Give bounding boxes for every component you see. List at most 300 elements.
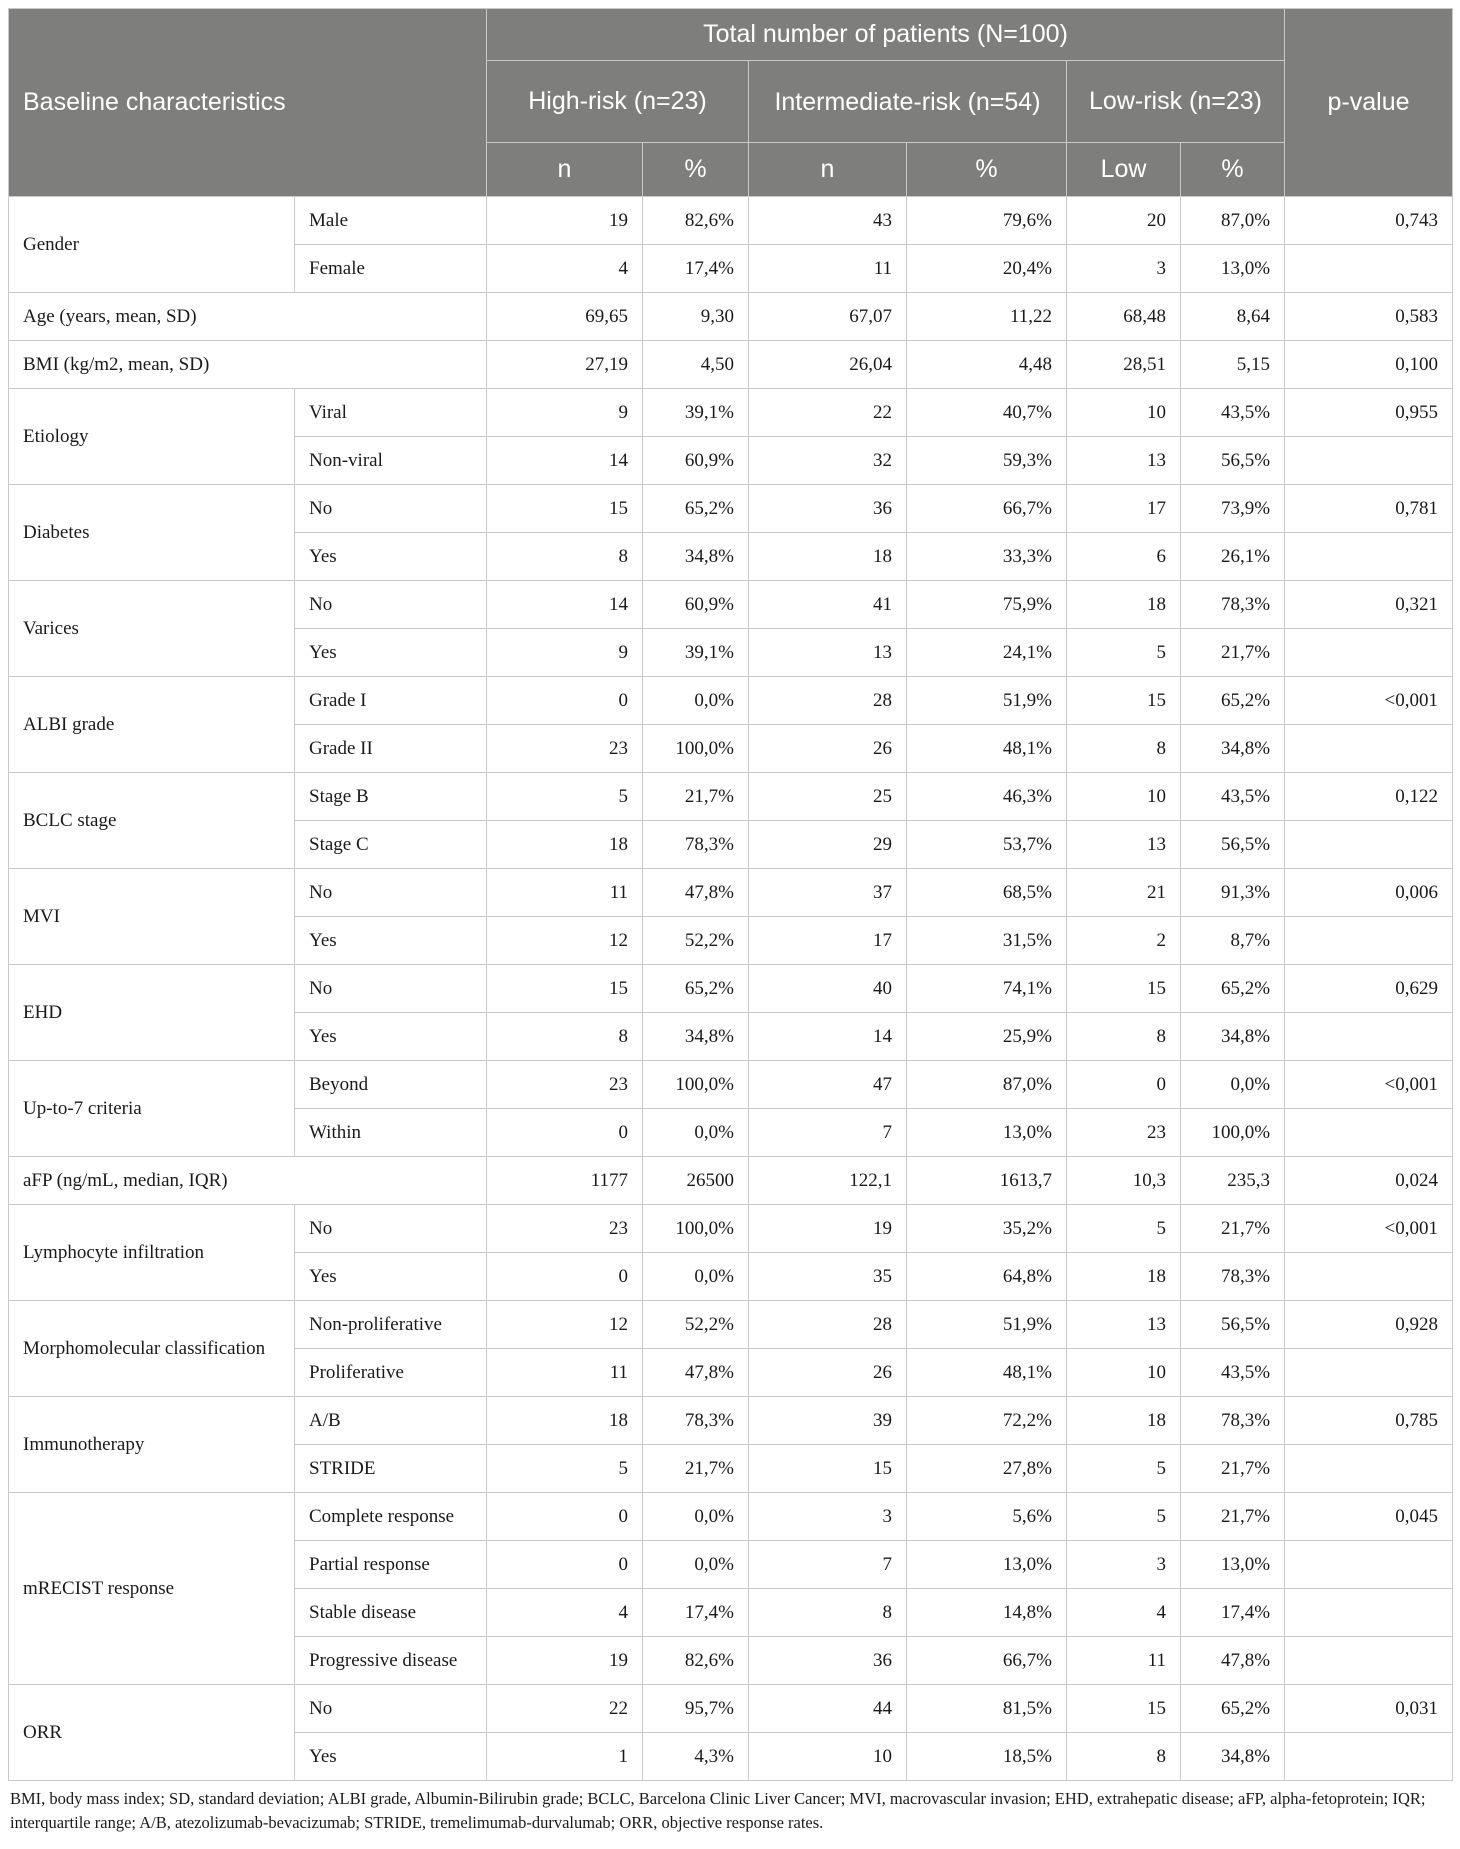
- subcategory-label: No: [295, 581, 487, 629]
- category-label: Up-to-7 criteria: [9, 1061, 295, 1157]
- cell-high-pct: 52,2%: [643, 1301, 749, 1349]
- subcategory-label: No: [295, 965, 487, 1013]
- table-row: [9, 965, 1453, 1013]
- cell-intermediate-pct: 20,4%: [907, 245, 1067, 293]
- table-row: [9, 293, 1453, 341]
- cell-high-n: 9: [487, 389, 643, 437]
- table-row: [9, 1301, 1453, 1349]
- cell-intermediate-pct: 66,7%: [907, 1637, 1067, 1685]
- cell-low-pct: 21,7%: [1181, 1205, 1285, 1253]
- category-label: Lymphocyte infiltration: [9, 1205, 295, 1301]
- cell-low-n: 10: [1067, 1349, 1181, 1397]
- cell-low-pct: 56,5%: [1181, 437, 1285, 485]
- cell-high-pct: 100,0%: [643, 1061, 749, 1109]
- cell-low-pct: 21,7%: [1181, 1445, 1285, 1493]
- cell-intermediate-pct: 27,8%: [907, 1445, 1067, 1493]
- cell-pvalue: [1285, 1109, 1453, 1157]
- cell-intermediate-n: 122,1: [749, 1157, 907, 1205]
- table-footnote: BMI, body mass index; SD, standard deviation; ALBI grade, Albumin-Bilirubin grade; BCLC, Barcelona Clinic Liver Cancer; MVI, macrovascular invasion; EHD, extrahepatic disease; aFP, alpha-fetoprotein; IQR; interquartile range; A/B, atezolizumab-bevacizumab; STRIDE, tremelimumab-durvalumab; ORR, objective response rates.: [10, 1789, 1426, 1832]
- cell-intermediate-n: 26,04: [749, 341, 907, 389]
- cell-pvalue: [1285, 1589, 1453, 1637]
- cell-intermediate-pct: 31,5%: [907, 917, 1067, 965]
- subcategory-label: Beyond: [295, 1061, 487, 1109]
- cell-low-pct: 43,5%: [1181, 389, 1285, 437]
- cell-high-n: 23: [487, 1061, 643, 1109]
- cell-intermediate-n: 26: [749, 725, 907, 773]
- subcategory-label: No: [295, 485, 487, 533]
- header-total: Total number of patients (N=100): [487, 9, 1285, 61]
- cell-pvalue: [1285, 1349, 1453, 1397]
- category-label: Morphomolecular classification: [9, 1301, 295, 1397]
- cell-high-n: 22: [487, 1685, 643, 1733]
- cell-intermediate-n: 13: [749, 629, 907, 677]
- cell-high-n: 5: [487, 773, 643, 821]
- cell-pvalue: [1285, 1541, 1453, 1589]
- cell-high-n: 14: [487, 581, 643, 629]
- cell-low-n: 8: [1067, 1013, 1181, 1061]
- cell-pvalue: 0,629: [1285, 965, 1453, 1013]
- cell-pvalue: [1285, 725, 1453, 773]
- cell-high-pct: 0,0%: [643, 1541, 749, 1589]
- cell-low-n: 18: [1067, 1397, 1181, 1445]
- cell-intermediate-pct: 79,6%: [907, 197, 1067, 245]
- cell-pvalue: [1285, 917, 1453, 965]
- cell-intermediate-pct: 87,0%: [907, 1061, 1067, 1109]
- cell-high-pct: 17,4%: [643, 1589, 749, 1637]
- cell-high-pct: 21,7%: [643, 773, 749, 821]
- cell-high-n: 18: [487, 1397, 643, 1445]
- cell-high-n: 15: [487, 965, 643, 1013]
- row-label: BMI (kg/m2, mean, SD): [9, 341, 487, 389]
- cell-low-n: 5: [1067, 1445, 1181, 1493]
- header-low-risk: Low-risk (n=23): [1067, 61, 1285, 143]
- table-row: [9, 341, 1453, 389]
- cell-high-n: 23: [487, 725, 643, 773]
- cell-intermediate-n: 19: [749, 1205, 907, 1253]
- cell-low-n: 10: [1067, 773, 1181, 821]
- cell-low-n: 8: [1067, 1733, 1181, 1781]
- header-pvalue: p-value: [1285, 9, 1453, 197]
- subcategory-label: STRIDE: [295, 1445, 487, 1493]
- cell-intermediate-n: 67,07: [749, 293, 907, 341]
- subcategory-label: Grade II: [295, 725, 487, 773]
- cell-high-n: 8: [487, 1013, 643, 1061]
- cell-low-n: 13: [1067, 821, 1181, 869]
- table-row: [9, 1397, 1453, 1445]
- subcategory-label: Yes: [295, 1253, 487, 1301]
- cell-low-n: 5: [1067, 629, 1181, 677]
- subcategory-label: Within: [295, 1109, 487, 1157]
- table-body: [9, 197, 1453, 1781]
- cell-intermediate-n: 36: [749, 1637, 907, 1685]
- cell-high-pct: 4,50: [643, 341, 749, 389]
- cell-intermediate-n: 3: [749, 1493, 907, 1541]
- cell-intermediate-pct: 48,1%: [907, 1349, 1067, 1397]
- cell-high-pct: 47,8%: [643, 1349, 749, 1397]
- cell-pvalue: 0,321: [1285, 581, 1453, 629]
- table-row: [9, 1157, 1453, 1205]
- cell-high-n: 19: [487, 1637, 643, 1685]
- cell-intermediate-n: 17: [749, 917, 907, 965]
- cell-low-pct: 65,2%: [1181, 1685, 1285, 1733]
- cell-low-pct: 78,3%: [1181, 581, 1285, 629]
- cell-high-n: 14: [487, 437, 643, 485]
- cell-high-n: 69,65: [487, 293, 643, 341]
- cell-low-pct: 78,3%: [1181, 1253, 1285, 1301]
- table-row: [9, 485, 1453, 533]
- category-label: mRECIST response: [9, 1493, 295, 1685]
- cell-intermediate-n: 36: [749, 485, 907, 533]
- cell-intermediate-n: 10: [749, 1733, 907, 1781]
- subcategory-label: Yes: [295, 1013, 487, 1061]
- cell-low-n: 23: [1067, 1109, 1181, 1157]
- cell-low-pct: 56,5%: [1181, 821, 1285, 869]
- cell-pvalue: 0,100: [1285, 341, 1453, 389]
- cell-high-pct: 60,9%: [643, 437, 749, 485]
- subcategory-label: A/B: [295, 1397, 487, 1445]
- cell-high-n: 8: [487, 533, 643, 581]
- cell-pvalue: 0,006: [1285, 869, 1453, 917]
- cell-high-n: 0: [487, 1493, 643, 1541]
- subcategory-label: Complete response: [295, 1493, 487, 1541]
- cell-intermediate-pct: 48,1%: [907, 725, 1067, 773]
- subcategory-label: Stable disease: [295, 1589, 487, 1637]
- cell-low-n: 5: [1067, 1493, 1181, 1541]
- cell-pvalue: [1285, 1013, 1453, 1061]
- table-row: [9, 1061, 1453, 1109]
- subheader-low-n: Low: [1067, 143, 1181, 197]
- cell-high-n: 5: [487, 1445, 643, 1493]
- baseline-characteristics-table: [8, 8, 1453, 1781]
- cell-high-pct: 0,0%: [643, 1493, 749, 1541]
- cell-intermediate-n: 25: [749, 773, 907, 821]
- cell-low-n: 11: [1067, 1637, 1181, 1685]
- cell-intermediate-pct: 51,9%: [907, 677, 1067, 725]
- cell-intermediate-n: 28: [749, 1301, 907, 1349]
- cell-intermediate-pct: 18,5%: [907, 1733, 1067, 1781]
- cell-intermediate-pct: 14,8%: [907, 1589, 1067, 1637]
- category-label: Diabetes: [9, 485, 295, 581]
- cell-low-pct: 21,7%: [1181, 629, 1285, 677]
- cell-intermediate-pct: 75,9%: [907, 581, 1067, 629]
- cell-low-pct: 47,8%: [1181, 1637, 1285, 1685]
- cell-intermediate-n: 37: [749, 869, 907, 917]
- cell-high-n: 0: [487, 1109, 643, 1157]
- cell-low-pct: 34,8%: [1181, 1013, 1285, 1061]
- header-intermediate-risk: Intermediate-risk (n=54): [749, 61, 1067, 143]
- cell-high-n: 12: [487, 917, 643, 965]
- cell-intermediate-pct: 46,3%: [907, 773, 1067, 821]
- cell-pvalue: <0,001: [1285, 677, 1453, 725]
- cell-pvalue: 0,955: [1285, 389, 1453, 437]
- subcategory-label: Proliferative: [295, 1349, 487, 1397]
- cell-low-pct: 43,5%: [1181, 1349, 1285, 1397]
- subcategory-label: Stage B: [295, 773, 487, 821]
- subheader-high-pct: %: [643, 143, 749, 197]
- cell-high-n: 0: [487, 1541, 643, 1589]
- cell-intermediate-pct: 24,1%: [907, 629, 1067, 677]
- cell-high-pct: 39,1%: [643, 389, 749, 437]
- cell-low-pct: 17,4%: [1181, 1589, 1285, 1637]
- category-label: EHD: [9, 965, 295, 1061]
- cell-intermediate-n: 7: [749, 1541, 907, 1589]
- row-label: Age (years, mean, SD): [9, 293, 487, 341]
- cell-high-pct: 34,8%: [643, 1013, 749, 1061]
- cell-low-n: 10: [1067, 389, 1181, 437]
- cell-low-n: 18: [1067, 581, 1181, 629]
- cell-intermediate-pct: 25,9%: [907, 1013, 1067, 1061]
- cell-pvalue: [1285, 1733, 1453, 1781]
- cell-high-pct: 47,8%: [643, 869, 749, 917]
- category-label: MVI: [9, 869, 295, 965]
- cell-low-pct: 21,7%: [1181, 1493, 1285, 1541]
- cell-low-pct: 43,5%: [1181, 773, 1285, 821]
- cell-intermediate-pct: 33,3%: [907, 533, 1067, 581]
- cell-intermediate-pct: 53,7%: [907, 821, 1067, 869]
- category-label: BCLC stage: [9, 773, 295, 869]
- subcategory-label: Progressive disease: [295, 1637, 487, 1685]
- table-row: [9, 1493, 1453, 1541]
- subcategory-label: Non-viral: [295, 437, 487, 485]
- cell-intermediate-n: 29: [749, 821, 907, 869]
- table-header: [9, 9, 1453, 197]
- cell-low-pct: 0,0%: [1181, 1061, 1285, 1109]
- cell-high-n: 12: [487, 1301, 643, 1349]
- category-label: Gender: [9, 197, 295, 293]
- cell-pvalue: 0,781: [1285, 485, 1453, 533]
- cell-pvalue: 0,785: [1285, 1397, 1453, 1445]
- subheader-intermediate-pct: %: [907, 143, 1067, 197]
- cell-intermediate-n: 44: [749, 1685, 907, 1733]
- cell-pvalue: <0,001: [1285, 1061, 1453, 1109]
- cell-low-n: 15: [1067, 677, 1181, 725]
- cell-intermediate-pct: 64,8%: [907, 1253, 1067, 1301]
- cell-low-pct: 91,3%: [1181, 869, 1285, 917]
- cell-intermediate-n: 14: [749, 1013, 907, 1061]
- table-container: [8, 8, 1452, 1835]
- cell-high-pct: 78,3%: [643, 1397, 749, 1445]
- cell-intermediate-pct: 11,22: [907, 293, 1067, 341]
- subcategory-label: Partial response: [295, 1541, 487, 1589]
- cell-intermediate-n: 8: [749, 1589, 907, 1637]
- cell-low-n: 10,3: [1067, 1157, 1181, 1205]
- cell-intermediate-n: 18: [749, 533, 907, 581]
- cell-intermediate-n: 7: [749, 1109, 907, 1157]
- cell-pvalue: <0,001: [1285, 1205, 1453, 1253]
- row-label: aFP (ng/mL, median, IQR): [9, 1157, 487, 1205]
- cell-low-n: 13: [1067, 437, 1181, 485]
- cell-pvalue: [1285, 1637, 1453, 1685]
- cell-high-n: 9: [487, 629, 643, 677]
- cell-high-pct: 82,6%: [643, 197, 749, 245]
- subheader-low-pct: %: [1181, 143, 1285, 197]
- category-label: Etiology: [9, 389, 295, 485]
- table-row: [9, 773, 1453, 821]
- cell-pvalue: 0,122: [1285, 773, 1453, 821]
- cell-intermediate-n: 41: [749, 581, 907, 629]
- cell-high-n: 0: [487, 677, 643, 725]
- cell-low-pct: 87,0%: [1181, 197, 1285, 245]
- cell-low-n: 2: [1067, 917, 1181, 965]
- cell-high-pct: 60,9%: [643, 581, 749, 629]
- cell-high-pct: 100,0%: [643, 1205, 749, 1253]
- subcategory-label: Male: [295, 197, 487, 245]
- category-label: Varices: [9, 581, 295, 677]
- cell-low-pct: 235,3: [1181, 1157, 1285, 1205]
- cell-intermediate-pct: 74,1%: [907, 965, 1067, 1013]
- cell-pvalue: 0,024: [1285, 1157, 1453, 1205]
- cell-low-n: 13: [1067, 1301, 1181, 1349]
- cell-high-n: 4: [487, 245, 643, 293]
- cell-low-n: 15: [1067, 965, 1181, 1013]
- cell-high-n: 1: [487, 1733, 643, 1781]
- cell-low-pct: 65,2%: [1181, 677, 1285, 725]
- cell-low-n: 17: [1067, 485, 1181, 533]
- subcategory-label: No: [295, 1205, 487, 1253]
- cell-intermediate-n: 47: [749, 1061, 907, 1109]
- cell-low-n: 8: [1067, 725, 1181, 773]
- cell-low-pct: 34,8%: [1181, 1733, 1285, 1781]
- subcategory-label: Yes: [295, 1733, 487, 1781]
- subcategory-label: Viral: [295, 389, 487, 437]
- header-baseline: Baseline characteristics: [9, 9, 487, 197]
- subheader-high-n: n: [487, 143, 643, 197]
- cell-high-pct: 78,3%: [643, 821, 749, 869]
- table-row: [9, 1685, 1453, 1733]
- cell-intermediate-n: 28: [749, 677, 907, 725]
- cell-high-pct: 65,2%: [643, 965, 749, 1013]
- category-label: ALBI grade: [9, 677, 295, 773]
- cell-low-n: 4: [1067, 1589, 1181, 1637]
- cell-intermediate-n: 32: [749, 437, 907, 485]
- cell-pvalue: [1285, 629, 1453, 677]
- cell-low-pct: 100,0%: [1181, 1109, 1285, 1157]
- cell-low-n: 68,48: [1067, 293, 1181, 341]
- cell-pvalue: [1285, 437, 1453, 485]
- cell-high-pct: 4,3%: [643, 1733, 749, 1781]
- cell-low-pct: 34,8%: [1181, 725, 1285, 773]
- cell-high-pct: 0,0%: [643, 1253, 749, 1301]
- cell-intermediate-n: 26: [749, 1349, 907, 1397]
- table-row: [9, 677, 1453, 725]
- subcategory-label: Grade I: [295, 677, 487, 725]
- cell-intermediate-pct: 68,5%: [907, 869, 1067, 917]
- cell-intermediate-pct: 40,7%: [907, 389, 1067, 437]
- cell-intermediate-pct: 59,3%: [907, 437, 1067, 485]
- subcategory-label: Yes: [295, 533, 487, 581]
- cell-high-pct: 0,0%: [643, 1109, 749, 1157]
- cell-high-n: 23: [487, 1205, 643, 1253]
- cell-intermediate-n: 11: [749, 245, 907, 293]
- cell-high-pct: 34,8%: [643, 533, 749, 581]
- cell-high-n: 15: [487, 485, 643, 533]
- cell-low-pct: 26,1%: [1181, 533, 1285, 581]
- cell-pvalue: [1285, 1253, 1453, 1301]
- cell-low-pct: 8,64: [1181, 293, 1285, 341]
- cell-low-n: 6: [1067, 533, 1181, 581]
- cell-intermediate-n: 43: [749, 197, 907, 245]
- cell-high-pct: 52,2%: [643, 917, 749, 965]
- cell-low-n: 3: [1067, 245, 1181, 293]
- cell-high-pct: 100,0%: [643, 725, 749, 773]
- cell-low-n: 5: [1067, 1205, 1181, 1253]
- cell-intermediate-n: 22: [749, 389, 907, 437]
- cell-intermediate-pct: 51,9%: [907, 1301, 1067, 1349]
- cell-high-n: 0: [487, 1253, 643, 1301]
- subcategory-label: Stage C: [295, 821, 487, 869]
- category-label: Immunotherapy: [9, 1397, 295, 1493]
- cell-intermediate-pct: 66,7%: [907, 485, 1067, 533]
- subcategory-label: Yes: [295, 917, 487, 965]
- subheader-intermediate-n: n: [749, 143, 907, 197]
- cell-high-n: 4: [487, 1589, 643, 1637]
- cell-pvalue: [1285, 1445, 1453, 1493]
- cell-pvalue: [1285, 533, 1453, 581]
- cell-high-pct: 39,1%: [643, 629, 749, 677]
- cell-intermediate-n: 35: [749, 1253, 907, 1301]
- cell-low-pct: 78,3%: [1181, 1397, 1285, 1445]
- cell-low-pct: 56,5%: [1181, 1301, 1285, 1349]
- subcategory-label: No: [295, 1685, 487, 1733]
- cell-high-pct: 17,4%: [643, 245, 749, 293]
- table-row: [9, 389, 1453, 437]
- cell-high-n: 11: [487, 869, 643, 917]
- cell-intermediate-pct: 81,5%: [907, 1685, 1067, 1733]
- cell-low-n: 18: [1067, 1253, 1181, 1301]
- cell-intermediate-pct: 1613,7: [907, 1157, 1067, 1205]
- cell-high-n: 11: [487, 1349, 643, 1397]
- table-row: [9, 581, 1453, 629]
- cell-high-pct: 26500: [643, 1157, 749, 1205]
- table-row: [9, 1205, 1453, 1253]
- cell-pvalue: [1285, 245, 1453, 293]
- cell-low-n: 20: [1067, 197, 1181, 245]
- cell-high-pct: 9,30: [643, 293, 749, 341]
- cell-low-n: 0: [1067, 1061, 1181, 1109]
- table-row: [9, 869, 1453, 917]
- cell-pvalue: 0,743: [1285, 197, 1453, 245]
- cell-intermediate-n: 40: [749, 965, 907, 1013]
- cell-low-pct: 8,7%: [1181, 917, 1285, 965]
- table-row: [9, 197, 1453, 245]
- cell-intermediate-pct: 5,6%: [907, 1493, 1067, 1541]
- cell-low-n: 28,51: [1067, 341, 1181, 389]
- cell-pvalue: 0,583: [1285, 293, 1453, 341]
- cell-low-pct: 65,2%: [1181, 965, 1285, 1013]
- cell-intermediate-n: 39: [749, 1397, 907, 1445]
- subcategory-label: Yes: [295, 629, 487, 677]
- cell-low-pct: 5,15: [1181, 341, 1285, 389]
- cell-intermediate-pct: 4,48: [907, 341, 1067, 389]
- cell-high-pct: 65,2%: [643, 485, 749, 533]
- category-label: ORR: [9, 1685, 295, 1781]
- cell-pvalue: 0,928: [1285, 1301, 1453, 1349]
- cell-intermediate-pct: 72,2%: [907, 1397, 1067, 1445]
- cell-pvalue: [1285, 821, 1453, 869]
- header-high-risk: High-risk (n=23): [487, 61, 749, 143]
- cell-low-n: 21: [1067, 869, 1181, 917]
- cell-high-n: 18: [487, 821, 643, 869]
- cell-low-n: 3: [1067, 1541, 1181, 1589]
- cell-intermediate-pct: 13,0%: [907, 1541, 1067, 1589]
- cell-intermediate-n: 15: [749, 1445, 907, 1493]
- cell-low-pct: 13,0%: [1181, 245, 1285, 293]
- cell-low-pct: 73,9%: [1181, 485, 1285, 533]
- cell-pvalue: 0,031: [1285, 1685, 1453, 1733]
- cell-high-n: 19: [487, 197, 643, 245]
- subcategory-label: No: [295, 869, 487, 917]
- cell-intermediate-pct: 13,0%: [907, 1109, 1067, 1157]
